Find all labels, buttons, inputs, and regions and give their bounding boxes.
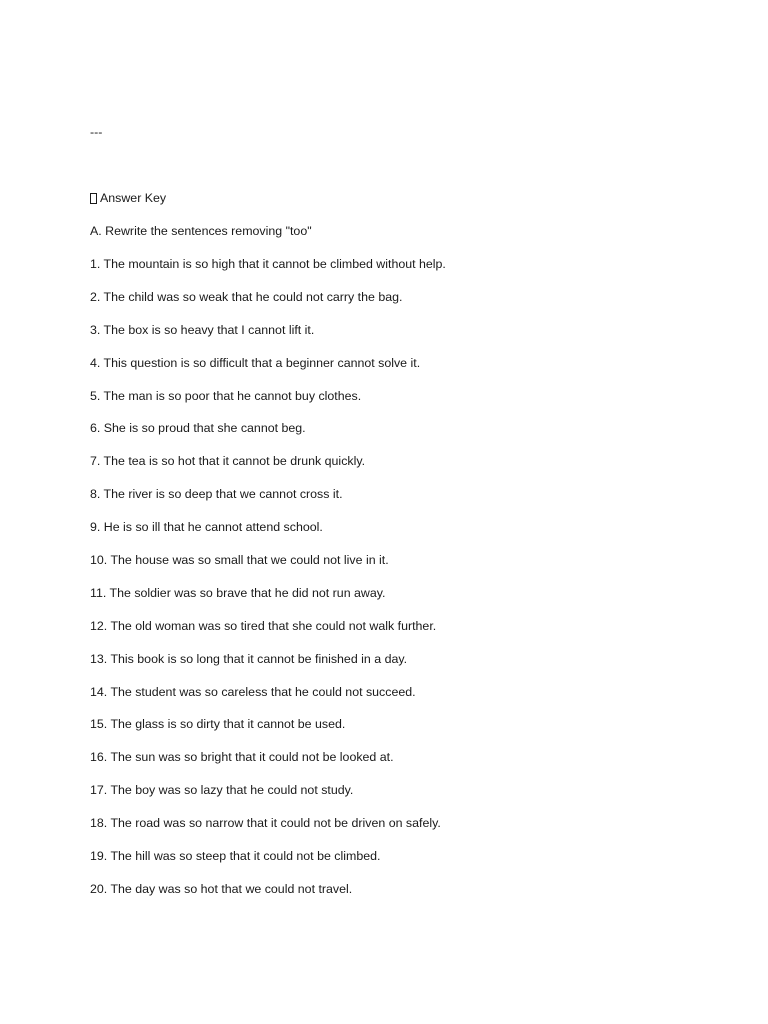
answer-item-5: 5. The man is so poor that he cannot buy clothes. (90, 388, 362, 403)
separator-line: --- (90, 125, 103, 139)
answer-item-11: 11. The soldier was so brave that he did not run away. (90, 585, 386, 600)
answer-key-heading-text: Answer Key (100, 191, 167, 205)
section-title: A. Rewrite the sentences removing "too" (90, 224, 312, 238)
answer-item-14: 14. The student was so careless that he could not succeed. (90, 684, 416, 699)
document-content (90, 124, 690, 914)
answer-key-heading (90, 190, 690, 206)
answer-item-6: 6. She is so proud that she cannot beg. (90, 421, 306, 436)
answer-item-18: 18. The road was so narrow that it could not be driven on safely. (90, 816, 441, 831)
answer-item-9: 9. He is so ill that he cannot attend school. (90, 520, 323, 535)
answer-item-4: 4. This question is so difficult that a beginner cannot solve it. (90, 355, 421, 370)
answer-item-1: 1. The mountain is so high that it cannot be climbed without help. (90, 257, 446, 271)
answer-item-7: 7. The tea is so hot that it cannot be drunk quickly. (90, 454, 366, 469)
answer-item-3: 3. The box is so heavy that I cannot lift it. (90, 322, 315, 337)
unknown-glyph-icon (90, 193, 97, 204)
answer-item-19: 19. The hill was so steep that it could not be climbed. (90, 849, 381, 864)
answer-item-12: 12. The old woman was so tired that she could not walk further. (90, 618, 437, 633)
answer-item-8: 8. The river is so deep that we cannot cross it. (90, 487, 343, 502)
answer-list (90, 256, 690, 897)
answer-item-16: 16. The sun was so bright that it could not be looked at. (90, 750, 394, 765)
answer-item-17: 17. The boy was so lazy that he could not study. (90, 783, 354, 798)
answer-item-2: 2. The child was so weak that he could not carry the bag. (90, 289, 403, 304)
answer-item-13: 13. This book is so long that it cannot be finished in a day. (90, 651, 408, 666)
answer-item-10: 10. The house was so small that we could not live in it. (90, 553, 389, 568)
answer-item-15: 15. The glass is so dirty that it cannot be used. (90, 717, 346, 732)
answer-item-20: 20. The day was so hot that we could not travel. (90, 881, 353, 896)
